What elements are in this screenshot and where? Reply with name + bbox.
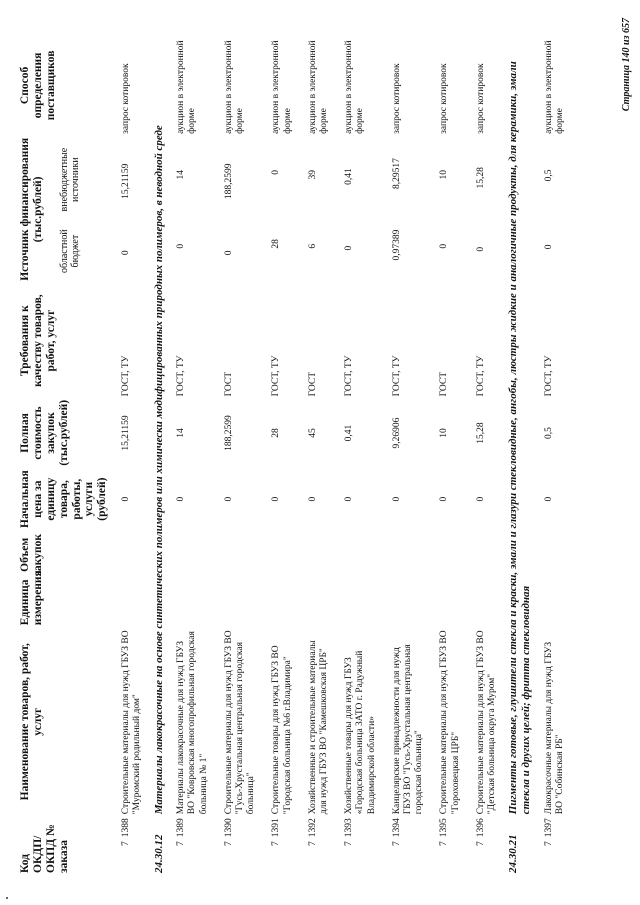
- funding-cell: [216, 136, 264, 283]
- item-method: аукцион в электронной форме: [271, 40, 293, 134]
- item-volume: [384, 531, 432, 579]
- item-total: 15,21159: [121, 415, 132, 451]
- funding-cell: [168, 136, 216, 283]
- header-code: Код ОКДП/ ОКПД № заказа: [19, 824, 70, 873]
- order-code-cell: [113, 816, 149, 875]
- table-row: [300, 35, 336, 875]
- item-price: 0: [391, 496, 402, 502]
- item-method: аукцион в электронной форме: [223, 40, 245, 134]
- item-volume: [300, 531, 336, 579]
- item-total: 0,5: [543, 427, 554, 439]
- header-funding-external: внебюджетные источники: [58, 147, 81, 212]
- order-number: 1397: [543, 818, 554, 838]
- order-code: 7: [543, 841, 554, 846]
- order-number: 1390: [223, 818, 234, 838]
- order-code-cell: [384, 816, 432, 875]
- funding-external: 15,28: [475, 167, 486, 189]
- table-row: [263, 35, 299, 875]
- item-total: 10: [439, 428, 450, 438]
- order-number: 1396: [475, 818, 486, 838]
- item-total: 9,26906: [391, 417, 402, 449]
- item-method: аукцион в электронной форме: [307, 40, 329, 134]
- item-volume: [336, 531, 384, 579]
- item-total: 14: [176, 428, 187, 438]
- table-row: [384, 35, 432, 875]
- section-name: Материалы лакокрасочные на основе синтетических полимеров или химически модифицированных природных полимеров, в неводной среде: [152, 125, 165, 815]
- item-total: 45: [307, 428, 318, 438]
- item-method: аукцион в электронной форме: [543, 40, 565, 134]
- item-method: запрос котировок: [439, 63, 450, 134]
- header-method: Способ определения поставщиков: [19, 50, 57, 121]
- item-method: запрос котировок: [121, 63, 132, 134]
- item-total: 28: [271, 428, 282, 438]
- table-row: [216, 35, 264, 875]
- table-row: [113, 35, 149, 875]
- item-volume: [263, 531, 299, 579]
- funding-cell: [536, 136, 572, 283]
- item-unit: [384, 579, 432, 627]
- funding-regional: 0: [344, 245, 355, 251]
- table-row: [168, 35, 216, 875]
- section-row: [504, 35, 535, 875]
- item-method: аукцион в электронной форме: [344, 40, 366, 134]
- item-name: Строительные материалы для нужд ГБУЗ ВО "Детская больница округа Муром": [475, 630, 498, 815]
- item-name: Хозяйственные и строительные материалы для нужд ГБУЗ ВО "Камешковская ЦРБ": [307, 640, 329, 815]
- funding-values: [476, 138, 487, 281]
- item-volume: [468, 531, 504, 579]
- funding-regional: 6: [307, 243, 318, 249]
- item-price: 0: [439, 496, 450, 502]
- header-quality: Требования к качеству товаров, работ, услуг: [19, 294, 57, 387]
- funding-values: [344, 138, 355, 281]
- funding-external: 8,29517: [391, 158, 402, 190]
- funding-external: 188,2599: [223, 163, 234, 200]
- item-unit: [216, 579, 264, 627]
- item-unit: [300, 579, 336, 627]
- item-name: Материалы лакокрасочные для нужд ГБУЗ ВО "Ковровская многопрофильная городская больница № 1": [176, 631, 209, 815]
- item-name: Канцелярские принадлежности для нужд ГБУЗ ВО "Гусь-Хрустальная центральная городская больница": [391, 644, 425, 815]
- item-name: Лакокрасочные материалы для нужд ГБУЗ ВО "Собинская РБ": [543, 641, 565, 815]
- order-code: 7: [121, 841, 132, 846]
- item-total: 188,2599: [223, 415, 234, 451]
- item-quality: ГОСТ, ТУ: [543, 355, 554, 397]
- item-quality: ГОСТ: [439, 371, 450, 397]
- order-code: 7: [475, 841, 486, 846]
- header-volume: Объем закупок: [19, 533, 44, 576]
- table-header-row: [18, 35, 113, 875]
- order-code: 7: [307, 841, 318, 846]
- funding-values: [271, 138, 282, 281]
- item-price: 0: [176, 496, 187, 502]
- funding-cell: [336, 136, 384, 283]
- header-unit: Единица измерения: [19, 570, 44, 626]
- funding-external: 15,21159: [121, 163, 132, 199]
- order-number: 1393: [344, 818, 355, 838]
- table-row: [536, 35, 572, 875]
- item-quality: ГОСТ, ТУ: [176, 355, 187, 397]
- item-total: 0,41: [344, 424, 355, 442]
- item-unit: [113, 579, 149, 627]
- funding-regional: 28: [271, 239, 282, 249]
- funding-external: 39: [307, 170, 318, 180]
- item-unit: [468, 579, 504, 627]
- order-code-cell: [336, 816, 384, 875]
- funding-cell: [113, 136, 149, 283]
- header-funding: [18, 136, 113, 283]
- item-unit: [263, 579, 299, 627]
- item-price: 0: [121, 496, 132, 502]
- order-code: 7: [223, 841, 234, 846]
- header-name: Наименование товаров, работ, услуг: [19, 643, 44, 801]
- order-code: 7: [176, 841, 187, 846]
- item-quality: ГОСТ, ТУ: [475, 355, 486, 397]
- item-quality: ГОСТ, ТУ: [391, 355, 402, 397]
- item-price: 0: [271, 496, 282, 502]
- funding-values: [176, 138, 187, 281]
- order-number: 1395: [439, 818, 450, 838]
- scan-speck: [6, 897, 8, 899]
- funding-values: [308, 138, 319, 281]
- order-code: 7: [439, 841, 450, 846]
- funding-external: 0,41: [344, 168, 355, 185]
- item-name: Хозяйственные товары для нужд ГБУЗ «Городская больница ЗАТО г. Радужный Владимирской области»: [344, 650, 377, 815]
- funding-cell: [300, 136, 336, 283]
- funding-values: [392, 138, 403, 281]
- item-volume: [216, 531, 264, 579]
- funding-regional: 0: [176, 243, 187, 249]
- funding-regional: 0: [543, 244, 554, 250]
- item-price: 0: [543, 496, 554, 502]
- item-quality: ГОСТ: [223, 371, 234, 397]
- order-number: 1392: [307, 818, 318, 838]
- item-name: Строительные материалы для нужд ГБУЗ ВО "Муромский родильный дом": [121, 630, 143, 815]
- table-body: [113, 35, 572, 875]
- order-code-cell: [468, 816, 504, 875]
- item-price: 0: [475, 496, 486, 502]
- order-number: 1388: [121, 818, 132, 838]
- funding-external: 0,5: [543, 169, 554, 182]
- section-code: 24.30.21: [507, 834, 520, 873]
- funding-values: [439, 138, 450, 281]
- order-code-cell: [431, 816, 467, 875]
- item-quality: ГОСТ, ТУ: [344, 355, 355, 397]
- order-code: 7: [344, 841, 355, 846]
- order-code: 7: [391, 841, 402, 846]
- item-volume: [536, 531, 572, 579]
- item-quality: ГОСТ, ТУ: [121, 355, 132, 397]
- funding-external: 0: [271, 170, 282, 175]
- item-method: аукцион в электронной форме: [176, 40, 198, 134]
- item-quality: ГОСТ, ТУ: [271, 355, 282, 397]
- funding-regional: 0: [475, 246, 486, 252]
- funding-values: [121, 138, 132, 281]
- section-row: [150, 35, 169, 875]
- item-name: Строительные материалы для нужд ГБУЗ ВО "Гусь-Хрустальная центральная городская больница": [223, 630, 257, 815]
- order-code: 7: [271, 841, 282, 846]
- order-code-cell: [300, 816, 336, 875]
- header-funding-title: Источник финансирования (тыс.рублей): [19, 137, 44, 281]
- procurement-table: [18, 35, 572, 875]
- order-code-cell: [536, 816, 572, 875]
- table-row: [431, 35, 467, 875]
- order-number: 1391: [271, 818, 282, 838]
- funding-regional: 0: [439, 243, 450, 249]
- item-name: Строительные товары для нужд ГБУЗ ВО "Городская больница №6 г.Владимира": [271, 645, 293, 815]
- header-funding-regional: областной бюджет: [58, 229, 81, 274]
- item-quality: ГОСТ: [307, 371, 318, 397]
- item-method: запрос котировок: [475, 63, 486, 134]
- order-code-cell: [263, 816, 299, 875]
- page-number: Страница 140 из 657: [621, 18, 632, 112]
- item-unit: [168, 579, 216, 627]
- item-unit: [431, 579, 467, 627]
- item-volume: [431, 531, 467, 579]
- order-number: 1389: [176, 818, 187, 838]
- item-method: запрос котировок: [391, 63, 402, 134]
- item-price: 0: [223, 496, 234, 502]
- item-unit: [536, 579, 572, 627]
- order-number: 1394: [391, 818, 402, 838]
- header-total: Полная стоимость закупок (тыс.рублей): [19, 399, 70, 466]
- item-price: 0: [307, 496, 318, 502]
- order-code-cell: [168, 816, 216, 875]
- funding-cell: [468, 136, 504, 283]
- item-name: Строительные материалы для нужд ГБУЗ ВО "Гороховецкая ЦРБ": [439, 630, 461, 815]
- section-code: 24.30.12: [152, 834, 165, 873]
- funding-external: 10: [439, 170, 450, 180]
- table-row: [468, 35, 504, 875]
- order-code-cell: [216, 816, 264, 875]
- item-volume: [168, 531, 216, 579]
- item-volume: [113, 531, 149, 579]
- section-name: Пигменты готовые, глушители стекла и краски, эмали и глазури стекловидные, ангобы, люстры жидкие и аналогичные продукты, для керамики, эмали стекла и других целей; фритта стекловидная: [507, 61, 532, 815]
- item-total: 15,28: [475, 422, 486, 444]
- header-funding-subcolumns: [59, 138, 81, 281]
- funding-regional: 0: [223, 250, 234, 256]
- funding-regional: 0: [121, 250, 132, 256]
- item-price: 0: [344, 496, 355, 502]
- item-unit: [336, 579, 384, 627]
- funding-cell: [384, 136, 432, 283]
- funding-external: 14: [176, 170, 187, 180]
- funding-values: [544, 138, 555, 281]
- funding-regional: 0,97389: [391, 229, 402, 261]
- funding-values: [224, 138, 235, 281]
- header-price: Начальная цена за единицу товара, работы, услуги (рублей): [19, 470, 109, 528]
- funding-cell: [263, 136, 299, 283]
- funding-cell: [431, 136, 467, 283]
- table-row: [336, 35, 384, 875]
